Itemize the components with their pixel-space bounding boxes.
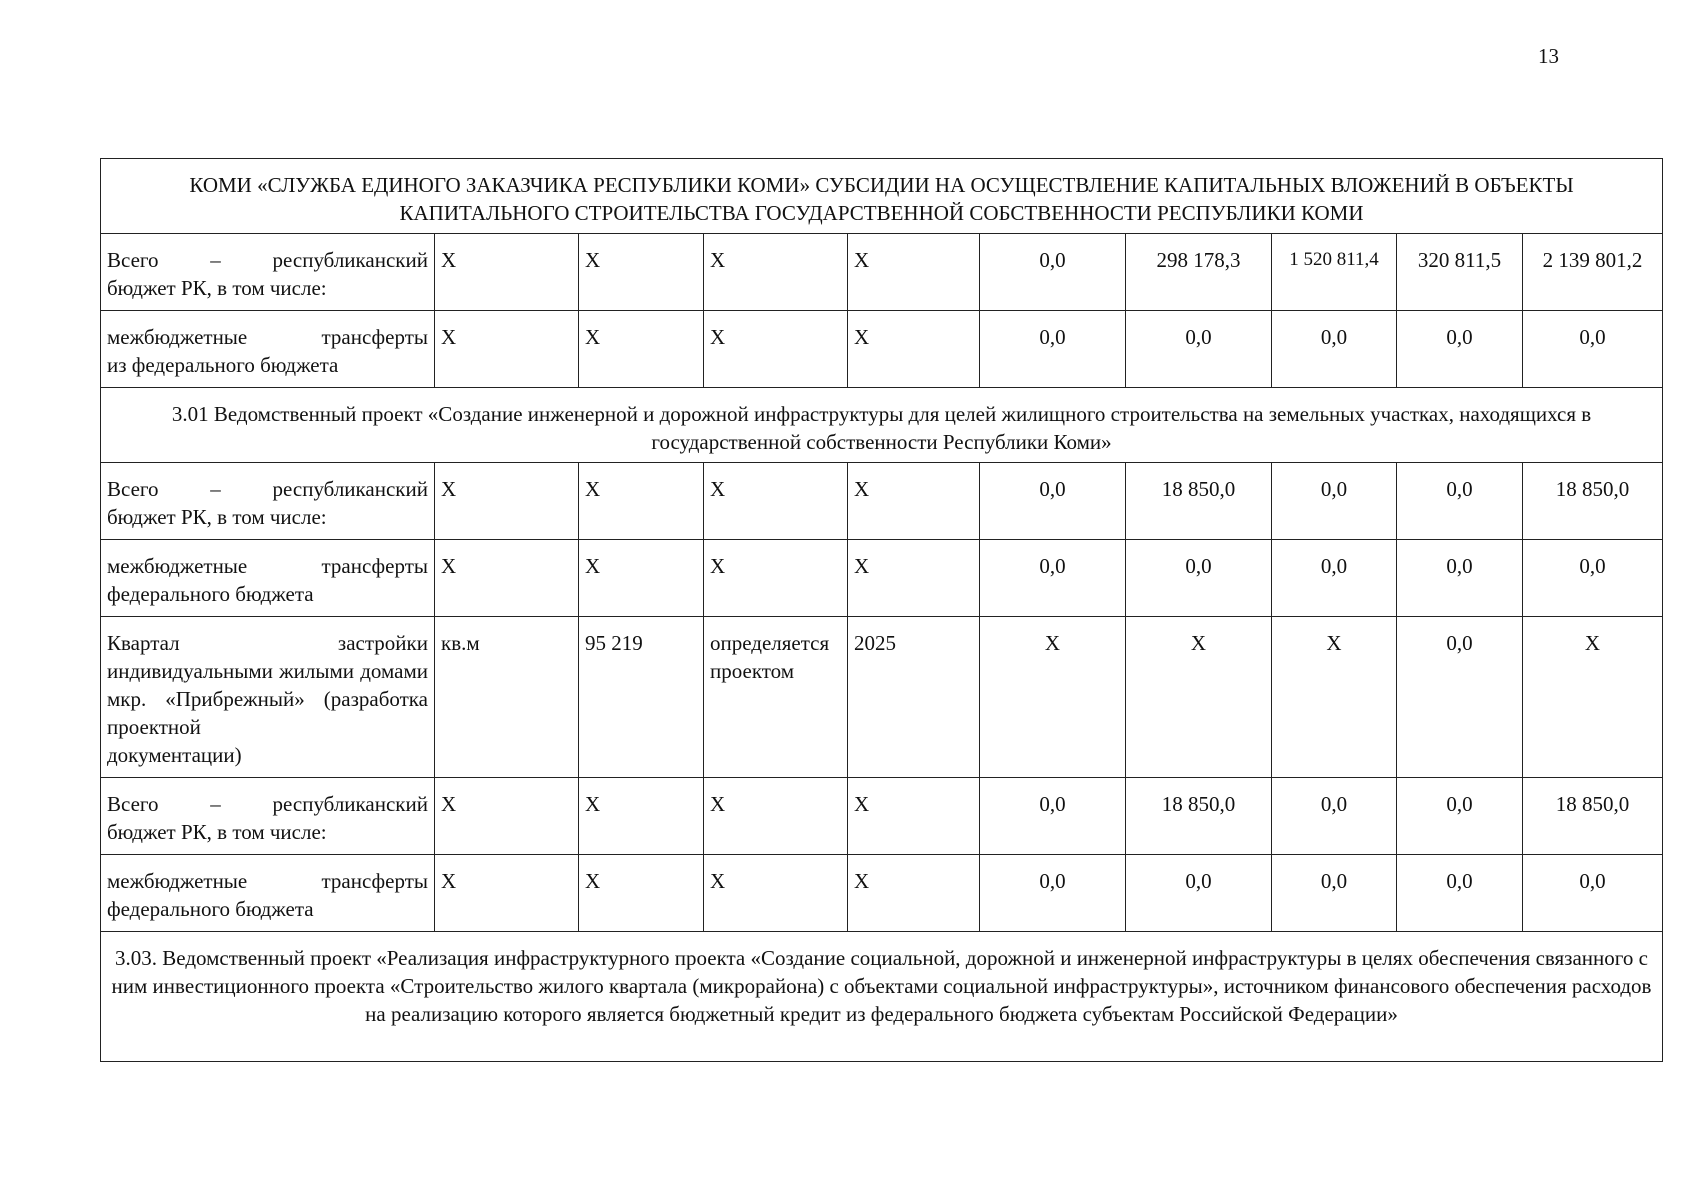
value-cell: 18 850,0 [1523,463,1663,540]
unit-cell: X [435,234,579,311]
table-row [101,234,1663,311]
value-cell: 0,0 [1523,540,1663,617]
row-description: межбюджетные трансферты федерального бюджета [101,540,435,617]
capacity-cell: X [579,234,704,311]
budget-table [100,158,1663,1062]
cost-cell: X [704,234,848,311]
unit-cell: X [435,311,579,388]
value-cell: 298 178,3 [1126,234,1272,311]
capacity-cell: 95 219 [579,617,704,778]
value-cell: X [1272,617,1397,778]
value-cell: 0,0 [980,855,1126,932]
table-row [101,540,1663,617]
row-description: Квартал застройки индивидуальными жилыми домами мкр. «Прибрежный» (разработка проектной документации) [101,617,435,778]
table-row [101,617,1663,778]
value-cell: 0,0 [980,540,1126,617]
value-cell: 0,0 [1397,617,1523,778]
value-cell: 0,0 [1126,311,1272,388]
value-cell: 18 850,0 [1126,463,1272,540]
value-cell: 0,0 [1272,463,1397,540]
value-cell: X [1523,617,1663,778]
year-cell: X [848,311,980,388]
year-cell: X [848,463,980,540]
unit-cell: X [435,778,579,855]
value-cell: 320 811,5 [1397,234,1523,311]
value-cell: 0,0 [1126,855,1272,932]
table-row [101,778,1663,855]
capacity-cell: X [579,463,704,540]
capacity-cell: X [579,311,704,388]
cost-cell: X [704,311,848,388]
value-cell: 0,0 [1272,540,1397,617]
row-description: Всего – республиканский бюджет РК, в том числе: [101,463,435,540]
year-cell: X [848,540,980,617]
capacity-cell: X [579,778,704,855]
page-number: 13 [1538,44,1559,68]
value-cell: X [1126,617,1272,778]
cost-cell: X [704,855,848,932]
unit-cell: X [435,540,579,617]
row-description: межбюджетные трансферты федерального бюджета [101,855,435,932]
year-cell: X [848,234,980,311]
value-cell: 0,0 [1272,778,1397,855]
cost-cell: X [704,778,848,855]
value-cell: 0,0 [980,463,1126,540]
table-row [101,855,1663,932]
value-cell: 0,0 [1397,463,1523,540]
value-cell: 0,0 [980,234,1126,311]
table-row [101,311,1663,388]
cost-cell: X [704,540,848,617]
unit-cell: X [435,463,579,540]
value-cell: 1 520 811,4 [1272,234,1397,311]
cost-cell: определяется проектом [704,617,848,778]
value-cell: 0,0 [1523,311,1663,388]
value-cell: 0,0 [1397,311,1523,388]
value-cell: 0,0 [1272,855,1397,932]
year-cell: 2025 [848,617,980,778]
value-cell: 2 139 801,2 [1523,234,1663,311]
value-cell: 0,0 [1397,778,1523,855]
unit-cell: кв.м [435,617,579,778]
row-description: Всего – республиканский бюджет РК, в том числе: [101,778,435,855]
unit-cell: X [435,855,579,932]
cost-cell: X [704,463,848,540]
table-row [101,463,1663,540]
value-cell: 0,0 [1272,311,1397,388]
section-heading: 3.01 Ведомственный проект «Создание инженерной и дорожной инфраструктуры для целей жилищного строительства на земельных участках, находящихся в государственной собственности Республики Коми» [101,388,1663,463]
value-cell: 18 850,0 [1523,778,1663,855]
value-cell: X [980,617,1126,778]
value-cell: 0,0 [1397,540,1523,617]
value-cell: 0,0 [980,778,1126,855]
value-cell: 0,0 [1523,855,1663,932]
year-cell: X [848,778,980,855]
value-cell: 0,0 [1397,855,1523,932]
capacity-cell: X [579,540,704,617]
year-cell: X [848,855,980,932]
section-heading: КОМИ «СЛУЖБА ЕДИНОГО ЗАКАЗЧИКА РЕСПУБЛИКИ КОМИ» СУБСИДИИ НА ОСУЩЕСТВЛЕНИЕ КАПИТАЛЬНЫХ ВЛОЖЕНИЙ В ОБЪЕКТЫ КАПИТАЛЬНОГО СТРОИТЕЛЬСТВА ГОСУДАРСТВЕННОЙ СОБСТВЕННОСТИ РЕСПУБЛИКИ КОМИ [101,159,1663,234]
value-cell: 0,0 [1126,540,1272,617]
row-description: Всего – республиканский бюджет РК, в том числе: [101,234,435,311]
section-heading: 3.03. Ведомственный проект «Реализация инфраструктурного проекта «Создание социальной, дорожной и инженерной инфраструктуры в целях обеспечения связанного с ним инвестиционного проекта «Строительство жилого квартала (микрорайона) с объектами социальной инфраструктуры», источником финансового обеспечения расходов на реализацию которого является бюджетный кредит из федерального бюджета субъектам Российской Федерации» [101,932,1663,1062]
capacity-cell: X [579,855,704,932]
value-cell: 0,0 [980,311,1126,388]
row-description: межбюджетные трансферты из федерального бюджета [101,311,435,388]
value-cell: 18 850,0 [1126,778,1272,855]
